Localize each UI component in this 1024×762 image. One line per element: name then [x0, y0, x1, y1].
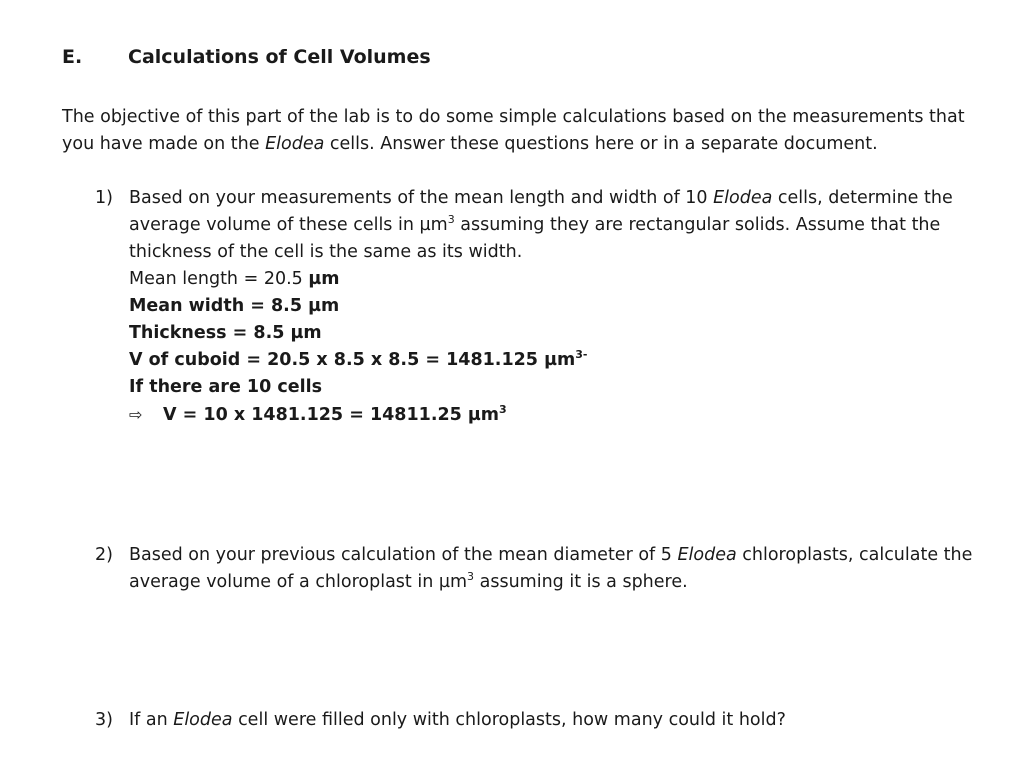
question-2-italic: Elodea — [677, 545, 737, 565]
question-2-text-b: chloroplasts, calculate the average volume of a chloroplast in µm — [129, 545, 973, 592]
answer-cuboid-volume — [129, 347, 995, 374]
question-2-text-c: assuming it is a sphere. — [474, 572, 688, 592]
answer-total-sup: 3 — [499, 403, 507, 416]
answer-thickness: Thickness = 8.5 µm — [129, 323, 322, 343]
question-1-text-b: cells, determine the average volume of these cells in µm — [129, 188, 953, 235]
question-3-text — [129, 707, 995, 734]
question-1 — [95, 185, 995, 429]
question-3-text-b: cell were filled only with chloroplasts, how many could it hold? — [232, 710, 786, 730]
question-2-number: 2) — [95, 545, 113, 565]
right-arrow-icon: ⇨ — [129, 405, 143, 424]
section-letter: E. — [62, 46, 83, 68]
intro-paragraph — [62, 104, 1002, 158]
question-3-body — [129, 707, 995, 734]
question-3-number: 3) — [95, 710, 113, 730]
question-1-text-a: Based on your measurements of the mean length and width of 10 — [129, 188, 714, 208]
answer-mean-length-label: Mean length = 20.5 — [129, 269, 309, 289]
answer-mean-width: Mean width = 8.5 µm — [129, 296, 340, 316]
answer-cuboid-sup: 3- — [575, 348, 588, 361]
section-title: Calculations of Cell Volumes — [128, 46, 431, 68]
question-2-body — [129, 542, 995, 596]
intro-text-1: The objective of this part of the lab is to do some simple calculations based on the measurements that you have made on the — [62, 107, 965, 154]
question-1-text — [129, 185, 995, 266]
answer-total-text: V = 10 x 1481.125 = 14811.25 µm — [163, 405, 500, 425]
question-1-italic: Elodea — [713, 188, 773, 208]
question-3-italic: Elodea — [173, 710, 233, 730]
question-2-text — [129, 542, 995, 596]
question-2-text-a: Based on your previous calculation of the mean diameter of 5 — [129, 545, 678, 565]
section-heading — [62, 45, 431, 69]
question-3 — [95, 707, 995, 734]
question-1-body — [129, 185, 995, 429]
question-2-sup: 3 — [467, 570, 475, 583]
intro-italic: Elodea — [265, 134, 325, 154]
answer-mean-length — [129, 266, 995, 293]
question-1-text-c: assuming they are rectangular solids. Assume that the thickness of the cell is the same as its width. — [129, 215, 941, 262]
question-3-text-a: If an — [129, 710, 174, 730]
question-1-number: 1) — [95, 188, 113, 208]
question-1-sup: 3 — [447, 213, 455, 226]
intro-text-2: cells. Answer these questions here or in a separate document. — [324, 134, 878, 154]
answer-total-volume — [129, 401, 995, 429]
answer-cuboid-text: V of cuboid = 20.5 x 8.5 x 8.5 = 1481.125 µm — [129, 350, 576, 370]
answer-cells-note: If there are 10 cells — [129, 377, 323, 397]
answer-mean-length-unit: µm — [308, 269, 340, 289]
question-2 — [95, 542, 995, 596]
